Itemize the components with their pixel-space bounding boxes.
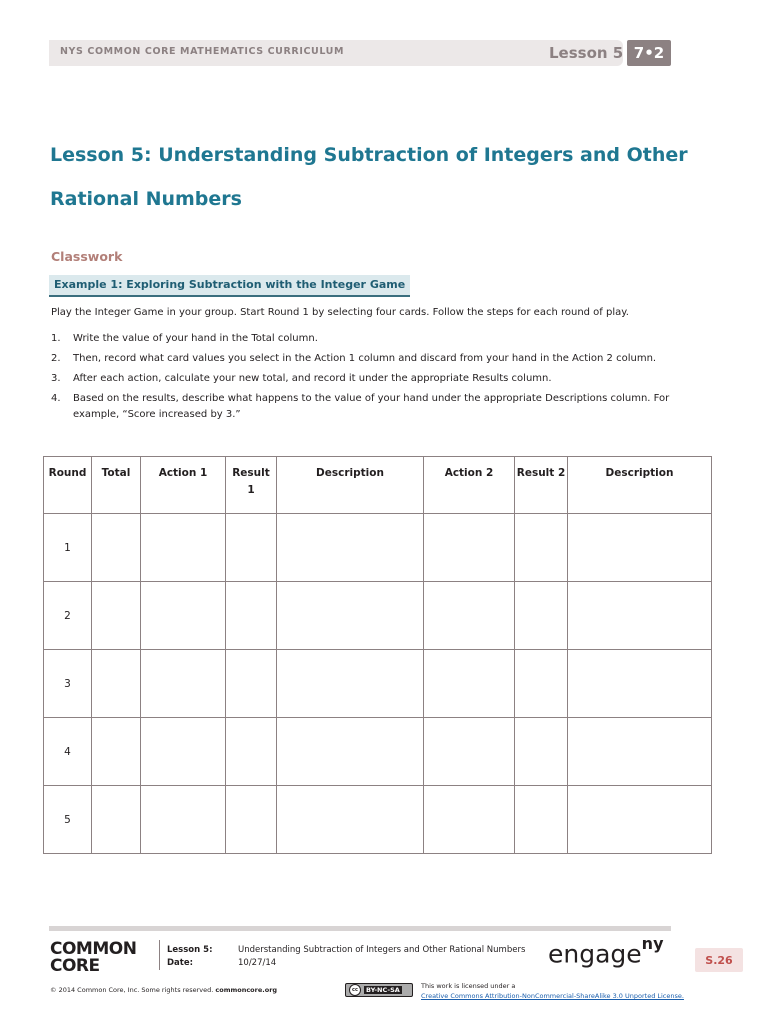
engageny-logo: [548, 934, 664, 969]
step-item: [51, 371, 711, 387]
footer-lesson-label: Lesson 5:: [167, 945, 213, 955]
col-header-description-2: Description: [568, 457, 712, 514]
action-1-cell[interactable]: [141, 650, 226, 718]
footer-rule: [49, 926, 671, 931]
step-number: 3.: [51, 373, 61, 384]
round-number: 2: [44, 582, 92, 650]
step-text: Then, record what card values you select in the Action 1 column and discard from your hand in the Action 2 column.: [73, 353, 657, 364]
action-2-cell[interactable]: [424, 718, 515, 786]
step-item: [51, 391, 711, 423]
footer-date-label: Date:: [167, 958, 194, 968]
license-text: [421, 981, 684, 1001]
step-text: Write the value of your hand in the Total column.: [73, 333, 318, 344]
result-1-cell[interactable]: [226, 582, 277, 650]
col-header-round: Round: [44, 457, 92, 514]
description-1-cell[interactable]: [277, 786, 424, 854]
example-heading: Example 1: Exploring Subtraction with the Integer Game: [49, 275, 410, 297]
description-1-cell[interactable]: [277, 582, 424, 650]
steps-list: [51, 331, 711, 427]
description-2-cell[interactable]: [568, 650, 712, 718]
col-header-action-1: Action 1: [141, 457, 226, 514]
action-1-cell[interactable]: [141, 582, 226, 650]
engage-text: engage: [548, 939, 642, 969]
col-header-description-1: Description: [277, 457, 424, 514]
logo-line-1: COMMON: [50, 939, 137, 959]
license-link[interactable]: Creative Commons Attribution-NonCommercial-ShareAlike 3.0 Unported License.: [421, 992, 684, 1000]
col-header-result-1: Result 1: [226, 457, 277, 514]
footer-lesson-title: Understanding Subtraction of Integers and Other Rational Numbers: [238, 945, 526, 955]
cc-badge-text: BY-NC-SA: [366, 986, 400, 994]
table-header-row: [44, 457, 712, 514]
step-item: [51, 331, 711, 347]
copyright-text: © 2014 Common Core, Inc. Some rights reserved.: [50, 986, 214, 994]
description-2-cell[interactable]: [568, 514, 712, 582]
lesson-title: Lesson 5: Understanding Subtraction of Integers and Other Rational Numbers: [50, 144, 688, 210]
footer-date: 10/27/14: [238, 958, 277, 968]
action-2-cell[interactable]: [424, 650, 515, 718]
logo-line-2: CORE: [50, 956, 100, 976]
footer-values: [238, 944, 525, 970]
description-1-cell[interactable]: [277, 514, 424, 582]
action-2-cell[interactable]: [424, 786, 515, 854]
step-number: 4.: [51, 393, 61, 404]
round-number: 1: [44, 514, 92, 582]
result-1-cell[interactable]: [226, 786, 277, 854]
cc-license-badge: [345, 983, 413, 997]
grade-module-badge: 7•2: [627, 40, 671, 66]
table-row: [44, 786, 712, 854]
total-cell[interactable]: [92, 786, 141, 854]
step-text: After each action, calculate your new total, and record it under the appropriate Results column.: [73, 373, 552, 384]
step-text: Based on the results, describe what happens to the value of your hand under the appropriate Descriptions column. For example, “Score increased by 3.”: [73, 393, 670, 420]
step-number: 2.: [51, 353, 61, 364]
col-header-total: Total: [92, 457, 141, 514]
round-number: 3: [44, 650, 92, 718]
table-row: [44, 718, 712, 786]
header-lesson-label: Lesson 5: [549, 44, 624, 62]
description-2-cell[interactable]: [568, 718, 712, 786]
round-number: 5: [44, 786, 92, 854]
result-2-cell[interactable]: [515, 786, 568, 854]
table-row: [44, 650, 712, 718]
col-header-result-2: Result 2: [515, 457, 568, 514]
result-1-cell[interactable]: [226, 514, 277, 582]
action-2-cell[interactable]: [424, 514, 515, 582]
description-1-cell[interactable]: [277, 650, 424, 718]
total-cell[interactable]: [92, 582, 141, 650]
table-row: [44, 582, 712, 650]
step-number: 1.: [51, 333, 61, 344]
table-row: [44, 514, 712, 582]
curriculum-label: NYS COMMON CORE MATHEMATICS CURRICULUM: [60, 46, 345, 57]
result-2-cell[interactable]: [515, 514, 568, 582]
total-cell[interactable]: [92, 718, 141, 786]
description-2-cell[interactable]: [568, 786, 712, 854]
action-1-cell[interactable]: [141, 786, 226, 854]
common-core-logo: [50, 941, 136, 975]
result-2-cell[interactable]: [515, 650, 568, 718]
result-1-cell[interactable]: [226, 650, 277, 718]
action-1-cell[interactable]: [141, 718, 226, 786]
action-1-cell[interactable]: [141, 514, 226, 582]
license-line-1: This work is licensed under a: [421, 982, 516, 990]
intro-text: Play the Integer Game in your group. Start Round 1 by selecting four cards. Follow the steps for each round of play.: [51, 307, 629, 318]
result-2-cell[interactable]: [515, 582, 568, 650]
footer-divider: [159, 940, 160, 970]
total-cell[interactable]: [92, 514, 141, 582]
classwork-heading: Classwork: [51, 249, 123, 264]
footer-labels: [167, 944, 212, 970]
page-number-badge: S.26: [695, 948, 743, 972]
step-item: [51, 351, 711, 367]
col-header-action-2: Action 2: [424, 457, 515, 514]
cc-icon: cc: [349, 984, 361, 996]
round-number: 4: [44, 718, 92, 786]
total-cell[interactable]: [92, 650, 141, 718]
copyright-site: commoncore.org: [215, 986, 278, 994]
action-2-cell[interactable]: [424, 582, 515, 650]
description-1-cell[interactable]: [277, 718, 424, 786]
copyright-line: [50, 986, 277, 994]
result-1-cell[interactable]: [226, 718, 277, 786]
description-2-cell[interactable]: [568, 582, 712, 650]
result-2-cell[interactable]: [515, 718, 568, 786]
integer-game-table: [43, 456, 712, 854]
ny-text: ny: [641, 934, 664, 953]
